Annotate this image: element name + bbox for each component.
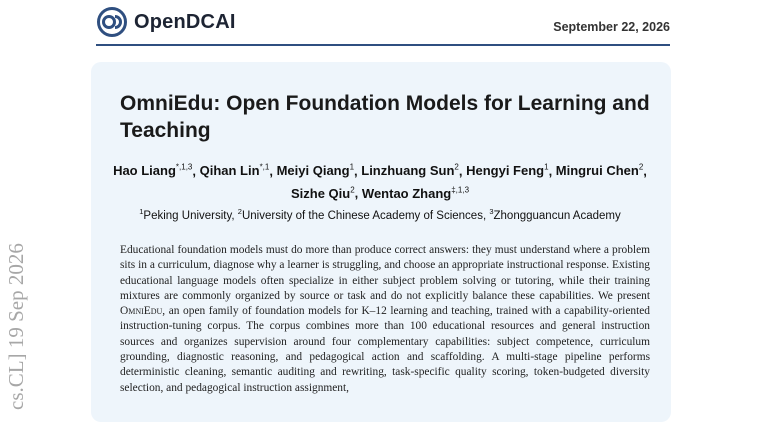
affiliation-name: University of the Chinese Academy of Sciences [241,209,483,222]
author-name-text: Meiyi Qiang [276,163,350,179]
author-affiliation-marker: *,1 [259,163,270,172]
author-name[interactable] [277,163,354,178]
affiliation-name: Zhongguancun Academy [493,209,621,222]
author-affiliation-marker: *,1,3 [175,163,193,172]
author-name[interactable] [200,163,270,178]
author-affiliation-marker: 2 [454,163,459,172]
affiliation-marker: 1 [139,207,144,216]
author-name[interactable] [113,163,192,178]
author-name[interactable] [291,186,355,201]
author-name-text: Hengyi Feng [466,163,545,179]
arxiv-side-stamp: cs.CL] 19 Sep 2026 [4,243,28,410]
publication-date: September 22, 2026 [553,20,670,34]
model-name: OmniEdu [120,305,163,318]
page-header [0,0,760,44]
author-name[interactable] [361,163,459,178]
author-name[interactable] [466,163,548,178]
abstract [120,243,650,396]
author-affiliation-marker: 1 [349,163,355,172]
header-divider [96,44,670,46]
author-affiliation-marker: ‡,1,3 [451,185,470,195]
author-name[interactable] [362,186,469,201]
author-name-text: Sizhe Qiu [290,185,351,201]
author-name[interactable] [556,163,644,178]
affiliation-marker: 2 [237,207,242,216]
author-name-text: Wentao Zhang [361,185,452,201]
opendcai-logo[interactable] [96,6,236,38]
author-name-text: Mingrui Chen [555,163,639,179]
affiliation-list: $^1$Peking University, $^2$University of the Chinese Academy of Sciences, $^3$Zhongguancun Academy [139,207,621,222]
affiliation-marker: 3 [489,207,494,216]
logo-text: OpenDCAI [134,10,236,33]
author-affiliation-marker: 1 [544,163,549,172]
author-affiliation-marker: 2 [638,163,644,172]
author-name-text: Qihan Lin [199,163,260,179]
author-name-text: Linzhuang Sun [361,163,455,179]
opendcai-logo-icon [96,6,128,38]
abstract-text-1: Educational foundation models must do more than produce correct answers: they must understand where a problem sits in a curriculum, diagnose why a learner is struggling, and choose an appropriate instructional response. Existing educational language models often specialize in either subject problem solving or tutoring, while their training mixtures are commonly organized by source or task and do not explicitly balance these capabilities. We present [120,244,650,302]
affiliation-name: Peking University [143,209,232,222]
paper-title: OmniEdu: Open Foundation Models for Learning and Teaching [120,92,650,142]
abstract-text-2: , an open family of foundation models for K–12 learning and teaching, trained with a capability-oriented instruction-tuning corpus. The corpus combines more than 100 educational resources and general instruction sources and organizes supervision around four complementary capabilities: subject competence, curriculum grounding, diagnostic reasoning, and pedagogical action and scaffolding. A multi-stage pipeline performs deterministic cleaning, semantic auditing and rewriting, task-specific quality scoring, token-budgeted diversity selection, and pedagogical instruction assignment, [120,305,650,394]
author-name-text: Hao Liang [113,163,176,179]
author-affiliation-marker: 2 [350,185,355,195]
author-list: Hao Liang$^{*,1,3}$, Qihan Lin$^{*,1}$, Meiyi Qiang$^1$, Linzhuang Sun$^2$, Hengyi Feng$^1$, Mingrui Chen$^2$, Sizhe Qiu$^2$, Wentao Zhang$^{\ddagger,1,3}$ [113,163,647,201]
